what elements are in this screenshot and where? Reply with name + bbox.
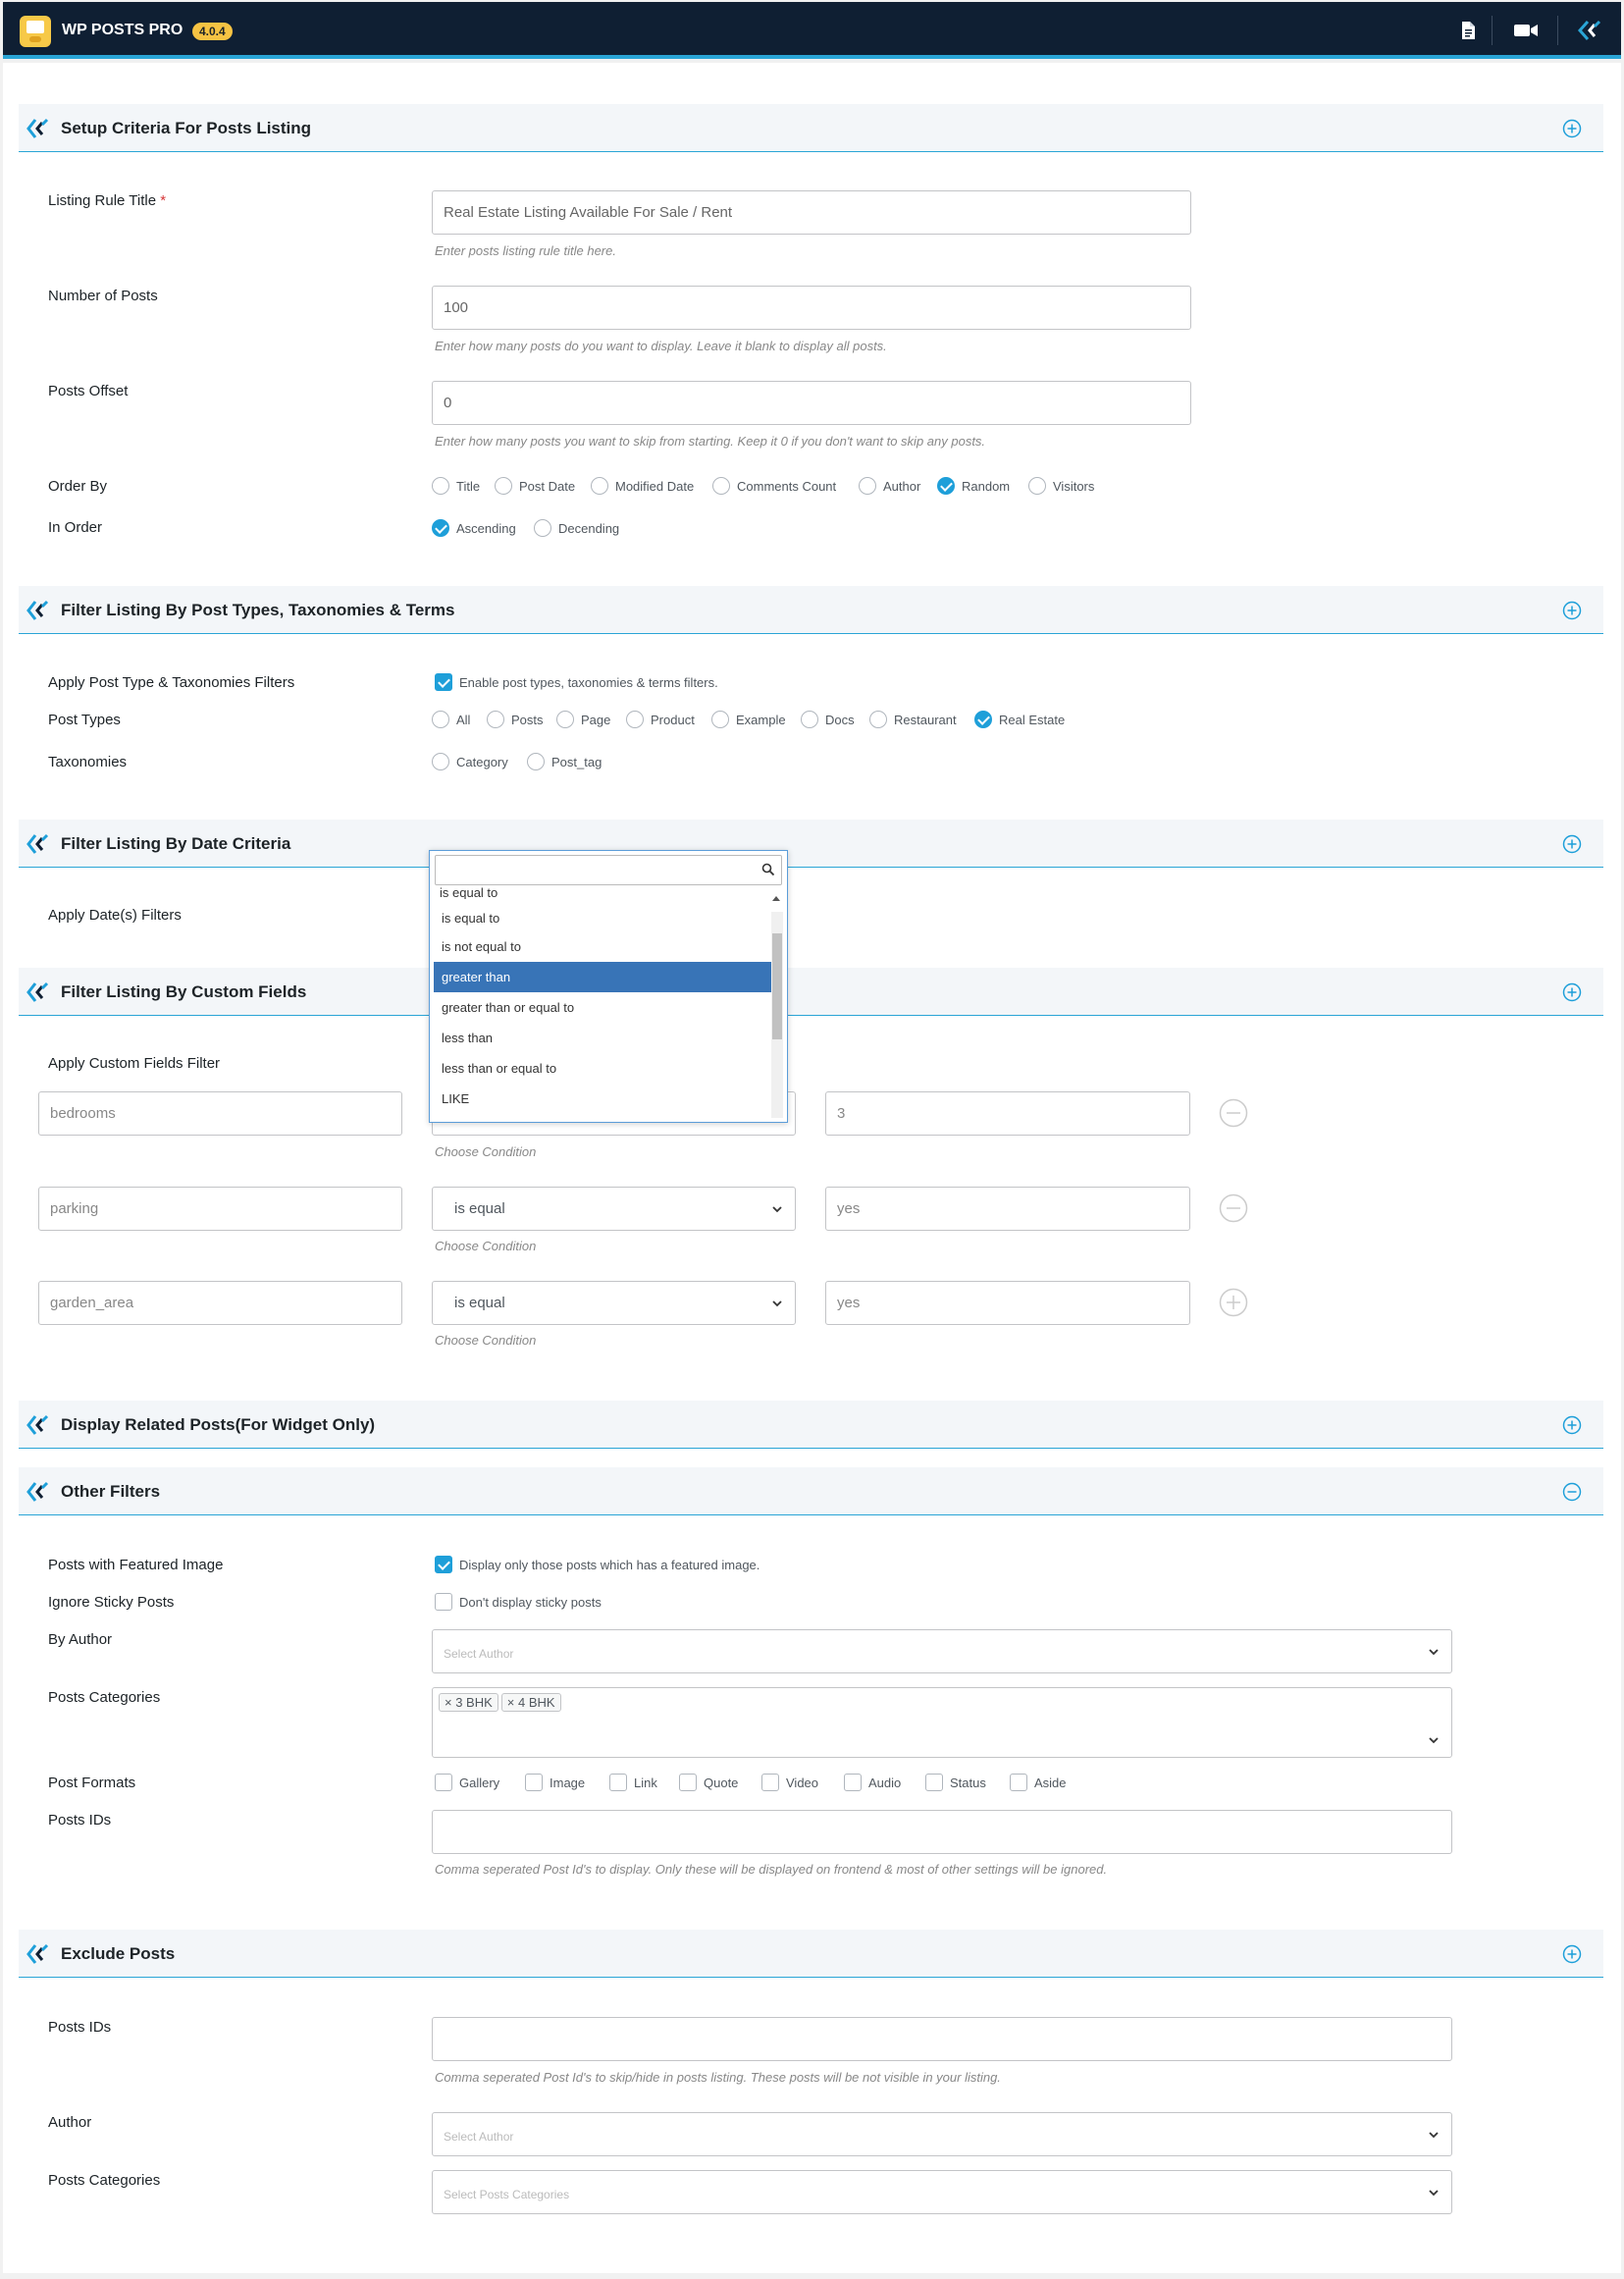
format-image[interactable]: Image [525, 1774, 585, 1791]
expand-plus-icon[interactable] [1562, 982, 1582, 1002]
posts-offset-help: Enter how many posts you want to skip from starting. Keep it 0 if you don't want to skip any posts. [435, 434, 986, 449]
section-title: Setup Criteria For Posts Listing [61, 119, 312, 137]
num-posts-help: Enter how many posts do you want to display. Leave it blank to display all posts. [435, 339, 887, 353]
exclude-categories-label: Posts Categories [48, 2172, 161, 2189]
taxonomy-category[interactable]: Category [432, 753, 508, 770]
section-title: Filter Listing By Custom Fields [61, 982, 307, 1001]
checkbox-icon [1010, 1774, 1027, 1791]
radio-icon [859, 477, 876, 495]
dropdown-option[interactable]: LIKE [442, 1091, 470, 1106]
checkbox-checked-icon [435, 1556, 452, 1573]
post-types-label: Post Types [48, 712, 121, 728]
checkbox-icon [679, 1774, 697, 1791]
section-other-header[interactable] [19, 1467, 1603, 1515]
section-logo-icon [26, 1414, 50, 1436]
section-title: Exclude Posts [61, 1944, 176, 1963]
format-aside[interactable]: Aside [1010, 1774, 1067, 1791]
radio-icon [626, 711, 644, 728]
section-post-types-header[interactable] [19, 586, 1603, 634]
author-select[interactable]: Select Author [432, 1629, 1452, 1673]
custom-field-value-input[interactable]: 3 [825, 1091, 1190, 1136]
orderby-visitors[interactable]: Visitors [1028, 477, 1094, 495]
posts-ids-input[interactable] [432, 1810, 1452, 1854]
radio-checked-icon [974, 711, 992, 728]
radio-icon [801, 711, 818, 728]
remove-row-icon[interactable] [1219, 1098, 1248, 1128]
post-type-page[interactable]: Page [556, 711, 610, 728]
format-video[interactable]: Video [761, 1774, 818, 1791]
checkbox-icon [609, 1774, 627, 1791]
radio-icon [432, 711, 449, 728]
plugin-logo-icon [20, 16, 51, 47]
post-type-restaurant[interactable]: Restaurant [869, 711, 957, 728]
orderby-post-date[interactable]: Post Date [495, 477, 575, 495]
checkbox-icon [761, 1774, 779, 1791]
posts-categories-label: Posts Categories [48, 1689, 161, 1706]
radio-icon [527, 753, 545, 770]
orderby-author[interactable]: Author [859, 477, 920, 495]
radio-checked-icon [432, 519, 449, 537]
post-type-posts[interactable]: Posts [487, 711, 544, 728]
custom-field-value-input[interactable]: yes [825, 1281, 1190, 1325]
by-author-label: By Author [48, 1631, 113, 1648]
exclude-ids-help: Comma seperated Post Id's to skip/hide in posts listing. These posts will be not visible in your listing. [435, 2070, 1001, 2085]
checkbox-checked-icon [435, 673, 452, 691]
dropdown-scrollbar[interactable] [771, 912, 783, 1118]
num-posts-input[interactable]: 100 [432, 286, 1191, 330]
section-logo-icon [26, 118, 50, 139]
section-date-header[interactable] [19, 820, 1603, 868]
remove-row-icon[interactable] [1219, 1193, 1248, 1223]
num-posts-label: Number of Posts [48, 288, 158, 304]
condition-select[interactable]: is equal [432, 1187, 796, 1231]
chevron-down-icon [771, 1298, 783, 1309]
dropdown-option[interactable]: less than [442, 1031, 494, 1045]
radio-icon [432, 753, 449, 770]
section-title: Filter Listing By Date Criteria [61, 834, 291, 853]
radio-icon [1028, 477, 1046, 495]
inorder-decending[interactable]: Decending [534, 519, 619, 537]
posts-offset-label: Posts Offset [48, 383, 129, 399]
condition-dropdown [429, 850, 788, 1123]
ignore-sticky-checkbox[interactable]: Don't display sticky posts [435, 1593, 602, 1611]
chevron-down-icon [1428, 1734, 1440, 1746]
exclude-author-select[interactable]: Select Author [432, 2112, 1452, 2156]
video-camera-icon[interactable] [1513, 20, 1539, 41]
plugin-mark-icon[interactable] [1578, 20, 1603, 41]
post-type-example[interactable]: Example [711, 711, 786, 728]
taxonomy-post-tag[interactable]: Post_tag [527, 753, 602, 770]
post-type-product[interactable]: Product [626, 711, 695, 728]
section-logo-icon [26, 1943, 50, 1965]
checkbox-icon [435, 1774, 452, 1791]
posts-ids-label: Posts IDs [48, 1812, 112, 1828]
custom-field-value-input[interactable]: yes [825, 1187, 1190, 1231]
categories-multiselect[interactable] [432, 1687, 1452, 1758]
dropdown-option-highlighted[interactable]: greater than [434, 962, 779, 992]
custom-field-name-input[interactable]: garden_area [38, 1281, 402, 1325]
chevron-down-icon [1428, 2187, 1440, 2199]
dropdown-option[interactable]: less than or equal to [442, 1061, 557, 1076]
condition-help: Choose Condition [435, 1144, 537, 1159]
exclude-ids-label: Posts IDs [48, 2019, 112, 2036]
section-related-header[interactable] [19, 1401, 1603, 1449]
expand-plus-icon[interactable] [1562, 1415, 1582, 1435]
checkbox-icon [844, 1774, 862, 1791]
format-audio[interactable]: Audio [844, 1774, 901, 1791]
radio-icon [556, 711, 574, 728]
expand-plus-icon[interactable] [1562, 601, 1582, 620]
section-title: Display Related Posts(For Widget Only) [61, 1415, 376, 1434]
section-exclude-header[interactable] [19, 1930, 1603, 1978]
checkbox-icon [435, 1593, 452, 1611]
apply-post-type-label: Apply Post Type & Taxonomies Filters [48, 674, 295, 691]
category-tag[interactable]: × 3 BHK [439, 1693, 498, 1712]
search-icon [761, 863, 775, 876]
format-quote[interactable]: Quote [679, 1774, 738, 1791]
document-icon[interactable] [1457, 20, 1479, 41]
chevron-down-icon [771, 1203, 783, 1215]
enable-post-type-filter-checkbox[interactable]: Enable post types, taxonomies & terms filters. [435, 673, 718, 691]
posts-ids-help: Comma seperated Post Id's to display. Only these will be displayed on frontend & most of other settings will be ignored. [435, 1862, 1108, 1877]
post-type-docs[interactable]: Docs [801, 711, 855, 728]
toolbar-divider [1557, 16, 1558, 45]
condition-help: Choose Condition [435, 1239, 537, 1253]
orderby-comments-count[interactable]: Comments Count [712, 477, 836, 495]
taxonomies-label: Taxonomies [48, 754, 128, 770]
dropdown-options [434, 912, 779, 1118]
dropdown-search-input[interactable] [435, 855, 782, 885]
section-setup-header[interactable] [19, 104, 1603, 152]
listing-title-input[interactable]: Real Estate Listing Available For Sale / Rent [432, 190, 1191, 235]
radio-icon [712, 477, 730, 495]
format-gallery[interactable]: Gallery [435, 1774, 499, 1791]
radio-icon [495, 477, 512, 495]
exclude-categories-select[interactable]: Select Posts Categories [432, 2170, 1452, 2214]
featured-image-label: Posts with Featured Image [48, 1557, 224, 1573]
custom-field-name-input[interactable]: parking [38, 1187, 402, 1231]
order-by-label: Order By [48, 478, 108, 495]
dropdown-option[interactable]: is not equal to [442, 939, 521, 954]
radio-icon [487, 711, 504, 728]
chevron-down-icon [1428, 2129, 1440, 2141]
orderby-title[interactable]: Title [432, 477, 480, 495]
checkbox-icon [925, 1774, 943, 1791]
featured-image-checkbox[interactable]: Display only those posts which has a featured image. [435, 1556, 760, 1573]
orderby-modified-date[interactable]: Modified Date [591, 477, 694, 495]
add-row-icon[interactable] [1219, 1288, 1248, 1317]
section-title: Filter Listing By Post Types, Taxonomies & Terms [61, 601, 455, 619]
orderby-random[interactable]: Random [937, 477, 1010, 495]
section-logo-icon [26, 1481, 50, 1503]
app-name: WP POSTS PRO [62, 22, 183, 38]
inorder-ascending[interactable]: Ascending [432, 519, 516, 537]
section-logo-icon [26, 981, 50, 1003]
expand-plus-icon[interactable] [1562, 834, 1582, 854]
section-custom-fields-header[interactable] [19, 968, 1603, 1016]
custom-field-name-input[interactable]: bedrooms [38, 1091, 402, 1136]
chevron-down-icon [1428, 1646, 1440, 1658]
post-type-all[interactable]: All [432, 711, 470, 728]
format-link[interactable]: Link [609, 1774, 657, 1791]
condition-help: Choose Condition [435, 1333, 537, 1348]
posts-offset-input[interactable]: 0 [432, 381, 1191, 425]
radio-icon [534, 519, 551, 537]
section-title: Other Filters [61, 1482, 161, 1501]
apply-custom-fields-label: Apply Custom Fields Filter [48, 1055, 221, 1072]
exclude-ids-input[interactable] [432, 2017, 1452, 2061]
dropdown-current-value: is equal to [440, 887, 498, 899]
radio-icon [711, 711, 729, 728]
section-logo-icon [26, 833, 50, 855]
apply-date-filters-label: Apply Date(s) Filters [48, 907, 182, 924]
category-tag[interactable]: × 4 BHK [501, 1693, 561, 1712]
expand-plus-icon[interactable] [1562, 1944, 1582, 1964]
scrollbar-thumb[interactable] [772, 933, 782, 1039]
post-type-real-estate[interactable]: Real Estate [974, 711, 1065, 728]
listing-title-help: Enter posts listing rule title here. [435, 243, 616, 258]
condition-select[interactable]: is equal [432, 1281, 796, 1325]
ignore-sticky-label: Ignore Sticky Posts [48, 1594, 175, 1611]
radio-icon [432, 477, 449, 495]
radio-icon [869, 711, 887, 728]
checkbox-icon [525, 1774, 543, 1791]
listing-title-label: Listing Rule Title * [48, 192, 167, 209]
section-logo-icon [26, 600, 50, 621]
toolbar-divider [1492, 16, 1493, 45]
dropdown-option[interactable]: is equal to [442, 912, 500, 926]
collapse-minus-icon[interactable] [1562, 1482, 1582, 1502]
expand-plus-icon[interactable] [1562, 119, 1582, 138]
version-badge: 4.0.4 [192, 23, 233, 40]
exclude-author-label: Author [48, 2114, 92, 2131]
in-order-label: In Order [48, 519, 103, 536]
radio-checked-icon [937, 477, 955, 495]
post-formats-label: Post Formats [48, 1775, 136, 1791]
radio-icon [591, 477, 608, 495]
scroll-up-arrow-icon[interactable] [771, 894, 781, 902]
top-bar [3, 2, 1621, 59]
format-status[interactable]: Status [925, 1774, 986, 1791]
dropdown-option[interactable]: greater than or equal to [442, 1000, 575, 1015]
